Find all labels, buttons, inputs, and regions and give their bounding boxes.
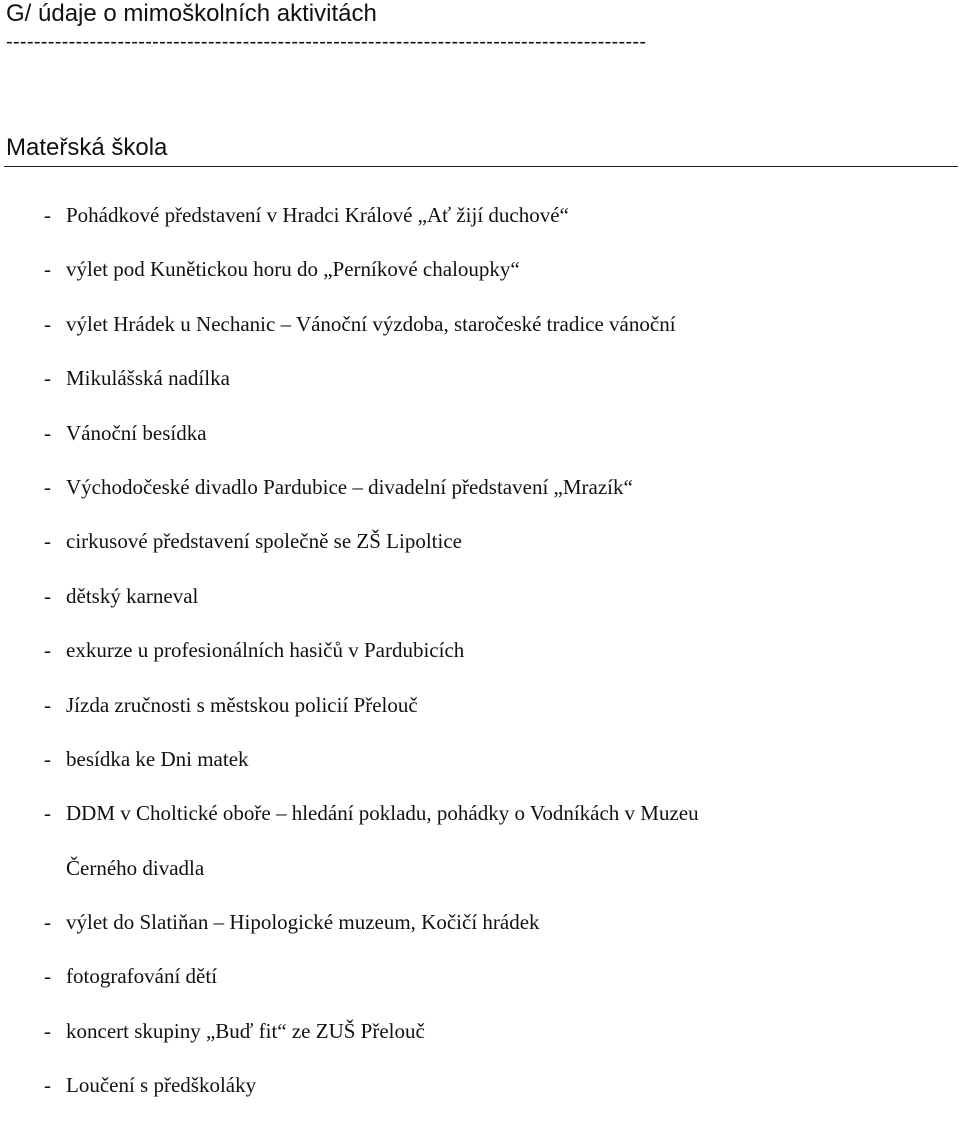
dashed-separator: -------------------------------------------------------------------------------------------- — [6, 31, 647, 53]
list-item-text: exkurze u profesionálních hasičů v Pardubicích — [66, 638, 465, 663]
list-dash: - — [44, 746, 51, 771]
list-dash: - — [44, 474, 51, 499]
list-item-text: Vánoční besídka — [66, 420, 207, 445]
list-dash: - — [44, 801, 51, 826]
list-dash: - — [44, 1018, 51, 1043]
list-dash: - — [44, 257, 51, 282]
list-dash: - — [44, 203, 51, 227]
list-item-line-1: DDM v Choltické oboře – hledání pokladu, pohádky o Vodníkách v Muzeu — [66, 801, 699, 826]
list-item-text — [66, 786, 946, 895]
list-dash: - — [44, 910, 51, 935]
list-dash: - — [44, 692, 51, 717]
list-item-text: Východočeské divadlo Pardubice – divadelní představení „Mrazík“ — [66, 474, 633, 499]
list-item-text: Jízda zručnosti s městskou policií Přelouč — [66, 692, 418, 717]
list-item-text: fotografování dětí — [66, 964, 218, 989]
list-dash: - — [44, 366, 51, 391]
list-item-text: Mikulášská nadílka — [66, 366, 230, 391]
list-dash: - — [44, 638, 51, 663]
list-item-text: dětský karneval — [66, 583, 199, 608]
list-dash: - — [44, 420, 51, 445]
list-dash: - — [44, 1073, 51, 1098]
list-item-wrapped — [0, 798, 960, 907]
list-item-text: výlet pod Kunětickou horu do „Perníkové chaloupky“ — [66, 257, 520, 282]
list-item-text: výlet do Slatiňan – Hipologické muzeum, Kočičí hrádek — [66, 910, 540, 935]
section-underline — [4, 166, 958, 167]
list-dash: - — [44, 583, 51, 608]
list-dash: - — [44, 529, 51, 554]
list-item-text: cirkusové představení společně se ZŠ Lipoltice — [66, 529, 462, 554]
activity-list — [0, 200, 960, 1125]
list-item-text: výlet Hrádek u Nechanic – Vánoční výzdoba, staročeské tradice vánoční — [66, 311, 676, 336]
section-title: Mateřská škola — [6, 134, 168, 161]
page-heading: G/ údaje o mimoškolních aktivitách — [6, 0, 377, 27]
list-dash: - — [44, 311, 51, 336]
list-dash: - — [44, 964, 51, 989]
list-item — [0, 1070, 960, 1124]
list-item-text: Loučení s předškoláky — [66, 1073, 257, 1098]
list-item-text: Pohádkové představení v Hradci Králové „Ať žijí duchové“ — [66, 203, 569, 227]
list-item-text: besídka ke Dni matek — [66, 746, 249, 771]
list-item-text: koncert skupiny „Buď fit“ ze ZUŠ Přelouč — [66, 1018, 425, 1043]
list-item-line-2: Černého divadla — [66, 855, 205, 880]
